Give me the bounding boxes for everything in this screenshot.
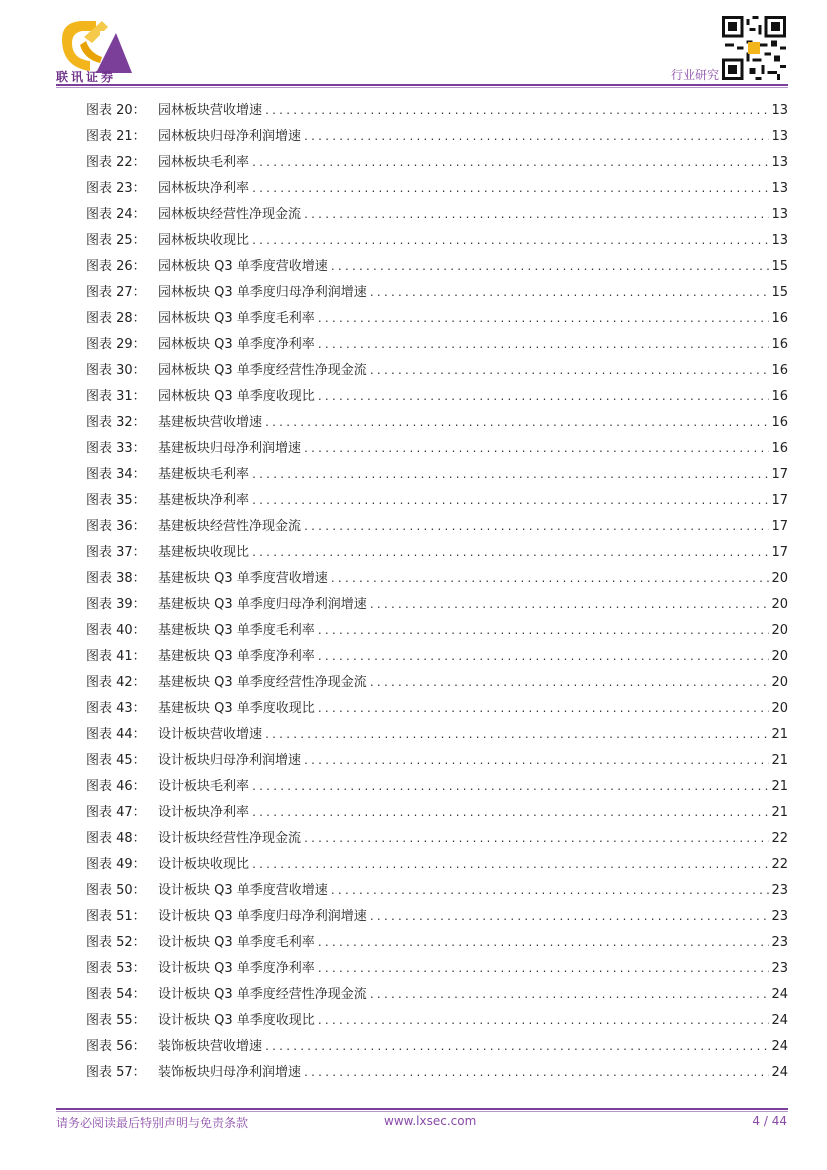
toc-entry-page: 16 <box>771 311 788 326</box>
toc-entry-page: 24 <box>771 1065 788 1080</box>
toc-entry-page: 22 <box>771 857 788 872</box>
toc-dot-leader <box>317 385 770 411</box>
toc-entry[interactable] <box>86 774 788 800</box>
toc-dot-leader <box>330 879 770 905</box>
toc-entry-title: 园林板块收现比 <box>158 233 250 248</box>
toc-entry-title: 设计板块净利率 <box>158 805 250 820</box>
toc-entry-title: 基建板块 Q3 单季度净利率 <box>158 649 315 664</box>
toc-entry-label: 图表 31： <box>86 389 146 404</box>
toc-entry[interactable] <box>86 358 788 384</box>
toc-entry[interactable] <box>86 982 788 1008</box>
toc-dot-leader <box>369 983 770 1009</box>
toc-entry-label: 图表 26： <box>86 259 146 274</box>
toc-dot-leader <box>303 203 769 229</box>
toc-dot-leader <box>303 125 769 151</box>
toc-entry-page: 21 <box>771 805 788 820</box>
toc-entry-label: 图表 22： <box>86 155 146 170</box>
toc-entry-label: 图表 34： <box>86 467 146 482</box>
toc-entry-label: 图表 40： <box>86 623 146 638</box>
toc-entry[interactable] <box>86 98 788 124</box>
toc-entry-title: 基建板块 Q3 单季度收现比 <box>158 701 315 716</box>
toc-entry-page: 16 <box>771 441 788 456</box>
toc-entry[interactable] <box>86 904 788 930</box>
toc-entry[interactable] <box>86 1060 788 1086</box>
toc-dot-leader <box>251 151 769 177</box>
toc-entry[interactable] <box>86 566 788 592</box>
toc-dot-leader <box>264 723 769 749</box>
toc-entry-label: 图表 24： <box>86 207 146 222</box>
header-divider-thin <box>56 87 788 88</box>
toc-entry-title: 园林板块 Q3 单季度毛利率 <box>158 311 315 326</box>
toc-entry-page: 20 <box>771 701 788 716</box>
toc-entry[interactable] <box>86 800 788 826</box>
toc-entry-label: 图表 57： <box>86 1065 146 1080</box>
toc-entry-label: 图表 56： <box>86 1039 146 1054</box>
toc-entry-label: 图表 39： <box>86 597 146 612</box>
toc-entry-label: 图表 30： <box>86 363 146 378</box>
toc-entry-label: 图表 21： <box>86 129 146 144</box>
toc-entry-label: 图表 55： <box>86 1013 146 1028</box>
toc-entry-title: 园林板块净利率 <box>158 181 250 196</box>
toc-entry-title: 设计板块归母净利润增速 <box>158 753 302 768</box>
toc-entry[interactable] <box>86 176 788 202</box>
toc-entry[interactable] <box>86 202 788 228</box>
toc-entry-page: 20 <box>771 649 788 664</box>
toc-entry-title: 园林板块毛利率 <box>158 155 250 170</box>
toc-entry-page: 22 <box>771 831 788 846</box>
toc-entry-page: 16 <box>771 389 788 404</box>
toc-entry-label: 图表 52： <box>86 935 146 950</box>
toc-entry-title: 园林板块 Q3 单季度归母净利润增速 <box>158 285 367 300</box>
toc-entry[interactable] <box>86 722 788 748</box>
toc-dot-leader <box>369 593 770 619</box>
footer-divider <box>56 1108 788 1110</box>
toc-entry-label: 图表 53： <box>86 961 146 976</box>
toc-entry-label: 图表 32： <box>86 415 146 430</box>
toc-entry[interactable] <box>86 462 788 488</box>
toc-dot-leader <box>251 801 769 827</box>
toc-entry-label: 图表 20： <box>86 103 146 118</box>
logo-text: 联讯证券 <box>56 70 117 84</box>
footer-website-link[interactable]: www.lxsec.com <box>384 1114 477 1128</box>
toc-entry-page: 20 <box>771 597 788 612</box>
toc-entry-title: 园林板块 Q3 单季度净利率 <box>158 337 315 352</box>
toc-entry-title: 设计板块经营性净现金流 <box>158 831 302 846</box>
toc-entry-title: 基建板块收现比 <box>158 545 250 560</box>
toc-entry-page: 20 <box>771 675 788 690</box>
toc-entry-page: 15 <box>771 285 788 300</box>
toc-dot-leader <box>303 1061 769 1087</box>
toc-entry-page: 13 <box>771 207 788 222</box>
toc-entry-page: 23 <box>771 961 788 976</box>
toc-entry-page: 23 <box>771 883 788 898</box>
toc-entry[interactable] <box>86 696 788 722</box>
toc-dot-leader <box>369 359 770 385</box>
toc-entry-title: 设计板块营收增速 <box>158 727 263 742</box>
toc-entry-label: 图表 46： <box>86 779 146 794</box>
toc-entry[interactable] <box>86 410 788 436</box>
toc-entry-label: 图表 37： <box>86 545 146 560</box>
toc-entry-label: 图表 50： <box>86 883 146 898</box>
toc-entry-title: 设计板块 Q3 单季度归母净利润增速 <box>158 909 367 924</box>
toc-entry-title: 园林板块 Q3 单季度营收增速 <box>158 259 328 274</box>
toc-entry-label: 图表 47： <box>86 805 146 820</box>
toc-entry-title: 园林板块 Q3 单季度经营性净现金流 <box>158 363 367 378</box>
toc-entry-title: 园林板块 Q3 单季度收现比 <box>158 389 315 404</box>
toc-entry-page: 21 <box>771 753 788 768</box>
toc-dot-leader <box>369 905 770 931</box>
toc-entry-label: 图表 38： <box>86 571 146 586</box>
toc-entry-label: 图表 25： <box>86 233 146 248</box>
toc-entry-title: 基建板块毛利率 <box>158 467 250 482</box>
toc-dot-leader <box>317 1009 770 1035</box>
toc-entry[interactable] <box>86 306 788 332</box>
toc-entry[interactable] <box>86 228 788 254</box>
toc-entry[interactable] <box>86 514 788 540</box>
toc-entry-label: 图表 29： <box>86 337 146 352</box>
toc-entry[interactable] <box>86 1034 788 1060</box>
toc-entry-title: 园林板块归母净利润增速 <box>158 129 302 144</box>
toc-entry[interactable] <box>86 1008 788 1034</box>
toc-dot-leader <box>330 255 770 281</box>
toc-entry-title: 装饰板块营收增速 <box>158 1039 263 1054</box>
toc-entry-title: 设计板块 Q3 单季度净利率 <box>158 961 315 976</box>
toc-entry-page: 13 <box>771 103 788 118</box>
toc-dot-leader <box>251 489 769 515</box>
toc-dot-leader <box>317 619 770 645</box>
toc-entry-label: 图表 49： <box>86 857 146 872</box>
footer-disclaimer[interactable]: 请务必阅读最后特别声明与免责条款 <box>56 1116 249 1130</box>
toc-entry-page: 17 <box>771 493 788 508</box>
toc-entry-page: 17 <box>771 545 788 560</box>
toc-dot-leader <box>330 567 770 593</box>
toc-entry[interactable] <box>86 748 788 774</box>
toc-entry-page: 24 <box>771 987 788 1002</box>
toc-dot-leader <box>264 99 769 125</box>
toc-entry-page: 15 <box>771 259 788 274</box>
toc-entry[interactable] <box>86 332 788 358</box>
toc-entry-title: 基建板块归母净利润增速 <box>158 441 302 456</box>
toc-dot-leader <box>251 775 769 801</box>
toc-dot-leader <box>303 749 769 775</box>
toc-entry-title: 设计板块 Q3 单季度收现比 <box>158 1013 315 1028</box>
toc-entry-title: 设计板块 Q3 单季度营收增速 <box>158 883 328 898</box>
toc-dot-leader <box>251 853 769 879</box>
toc-entry[interactable] <box>86 592 788 618</box>
toc-dot-leader <box>264 411 769 437</box>
toc-entry[interactable] <box>86 956 788 982</box>
toc-entry-page: 23 <box>771 909 788 924</box>
toc-entry-page: 13 <box>771 181 788 196</box>
toc-dot-leader <box>369 281 770 307</box>
toc-entry-label: 图表 27： <box>86 285 146 300</box>
toc-dot-leader <box>317 697 770 723</box>
toc-entry-page: 23 <box>771 935 788 950</box>
toc-entry-page: 24 <box>771 1013 788 1028</box>
toc-entry[interactable] <box>86 670 788 696</box>
qr-code-icon <box>722 16 786 80</box>
toc-entry-title: 园林板块经营性净现金流 <box>158 207 302 222</box>
toc-dot-leader <box>264 1035 769 1061</box>
page-header <box>0 0 827 92</box>
toc-entry-label: 图表 41： <box>86 649 146 664</box>
toc-entry-page: 21 <box>771 727 788 742</box>
toc-entry-label: 图表 43： <box>86 701 146 716</box>
toc-entry[interactable] <box>86 436 788 462</box>
toc-entry-title: 设计板块 Q3 单季度经营性净现金流 <box>158 987 367 1002</box>
toc-dot-leader <box>317 645 770 671</box>
toc-entry-label: 图表 35： <box>86 493 146 508</box>
header-divider <box>56 84 788 86</box>
toc-entry-title: 基建板块经营性净现金流 <box>158 519 302 534</box>
toc-entry-label: 图表 23： <box>86 181 146 196</box>
toc-entry[interactable] <box>86 254 788 280</box>
toc-dot-leader <box>251 229 769 255</box>
toc-entry[interactable] <box>86 852 788 878</box>
toc-entry-page: 13 <box>771 129 788 144</box>
toc-entry[interactable] <box>86 930 788 956</box>
toc-entry-label: 图表 42： <box>86 675 146 690</box>
section-label: 行业研究 <box>670 68 719 82</box>
footer-divider-thin <box>56 1111 788 1112</box>
toc-dot-leader <box>303 437 769 463</box>
toc-entry-title: 基建板块 Q3 单季度毛利率 <box>158 623 315 638</box>
toc-dot-leader <box>317 307 770 333</box>
toc-entry-title: 设计板块收现比 <box>158 857 250 872</box>
toc-entry[interactable] <box>86 878 788 904</box>
toc-entry-title: 基建板块 Q3 单季度经营性净现金流 <box>158 675 367 690</box>
toc-entry-label: 图表 44： <box>86 727 146 742</box>
toc-entry-page: 24 <box>771 1039 788 1054</box>
toc-entry[interactable] <box>86 280 788 306</box>
toc-entry-label: 图表 54： <box>86 987 146 1002</box>
toc-dot-leader <box>369 671 770 697</box>
toc-dot-leader <box>251 541 769 567</box>
toc-entry[interactable] <box>86 644 788 670</box>
toc-entry[interactable] <box>86 540 788 566</box>
toc-dot-leader <box>317 931 770 957</box>
toc-entry-label: 图表 28： <box>86 311 146 326</box>
toc-dot-leader <box>251 177 769 203</box>
toc-entry-page: 16 <box>771 337 788 352</box>
toc-entry-label: 图表 48： <box>86 831 146 846</box>
toc-dot-leader <box>251 463 769 489</box>
toc-entry-page: 16 <box>771 363 788 378</box>
toc-dot-leader <box>303 515 769 541</box>
toc-entry[interactable] <box>86 124 788 150</box>
toc-entry-title: 基建板块 Q3 单季度归母净利润增速 <box>158 597 367 612</box>
toc-dot-leader <box>317 957 770 983</box>
toc-entry-page: 13 <box>771 233 788 248</box>
toc-entry-label: 图表 51： <box>86 909 146 924</box>
toc-entry[interactable] <box>86 150 788 176</box>
toc-entry[interactable] <box>86 826 788 852</box>
toc-entry[interactable] <box>86 488 788 514</box>
toc-entry-page: 16 <box>771 415 788 430</box>
toc-entry-title: 基建板块 Q3 单季度营收增速 <box>158 571 328 586</box>
toc-entry-title: 设计板块毛利率 <box>158 779 250 794</box>
toc-entry-page: 20 <box>771 571 788 586</box>
figure-list <box>86 98 788 1086</box>
toc-entry-title: 基建板块营收增速 <box>158 415 263 430</box>
toc-dot-leader <box>317 333 770 359</box>
toc-entry-title: 基建板块净利率 <box>158 493 250 508</box>
toc-entry-page: 17 <box>771 519 788 534</box>
toc-entry-page: 17 <box>771 467 788 482</box>
toc-entry[interactable] <box>86 618 788 644</box>
toc-entry[interactable] <box>86 384 788 410</box>
toc-entry-page: 13 <box>771 155 788 170</box>
toc-entry-title: 装饰板块归母净利润增速 <box>158 1065 302 1080</box>
toc-entry-label: 图表 36： <box>86 519 146 534</box>
toc-dot-leader <box>303 827 769 853</box>
toc-entry-page: 20 <box>771 623 788 638</box>
page-indicator: 4 / 44 <box>752 1114 787 1128</box>
toc-entry-page: 21 <box>771 779 788 794</box>
toc-entry-title: 设计板块 Q3 单季度毛利率 <box>158 935 315 950</box>
toc-entry-label: 图表 33： <box>86 441 146 456</box>
toc-entry-title: 园林板块营收增速 <box>158 103 263 118</box>
toc-entry-label: 图表 45： <box>86 753 146 768</box>
